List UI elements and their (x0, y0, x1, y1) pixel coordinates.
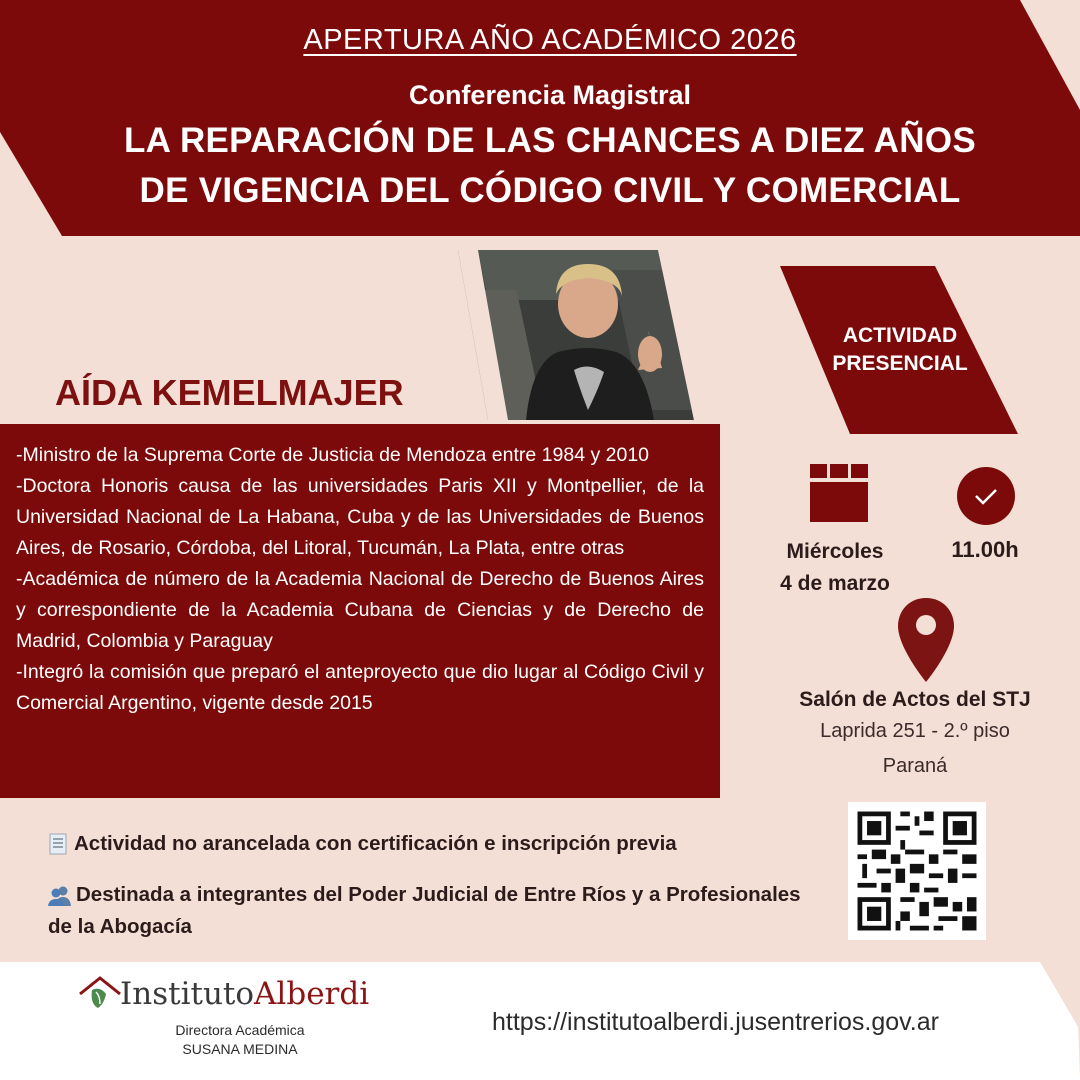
date-weekday: Miércoles (786, 540, 884, 563)
main-title-line2: DE VIGENCIA DEL CÓDIGO CIVIL Y COMERCIAL (139, 171, 961, 210)
check-circle-icon (956, 466, 1016, 526)
speaker-photo (458, 250, 694, 420)
bio-item: -Académica de número de la Academia Nacional de Derecho de Buenos Aires y correspondiente de la Academia Cubana de Ciencias y de Derecho de Madrid, Colombia y Paraguay (16, 568, 704, 652)
event-date (760, 536, 910, 600)
bio-item: -Doctora Honoris causa de las universidades Paris XII y Montpellier, de la Universidad Nacional de La Habana, Cuba y de las Universidades de Buenos Aires, de Rosario, Córdoba, del Litoral, Tucumán, La Plata, entre otras (16, 475, 704, 559)
activity-line2: PRESENCIAL (832, 352, 968, 375)
main-title-line1: LA REPARACIÓN DE LAS CHANCES A DIEZ AÑOS (123, 121, 977, 160)
director-name: SUSANA MEDINA (182, 1041, 298, 1057)
people-icon (48, 885, 72, 907)
institute-logo-text (120, 976, 369, 1012)
event-venue: Salón de Actos del STJ (799, 688, 1031, 711)
logo-part1: Instituto (120, 976, 255, 1012)
fee-note (48, 832, 808, 856)
conference-label: Conferencia Magistral (408, 80, 692, 110)
document-icon (48, 832, 70, 856)
event-address: Laprida 251 - 2.º piso (820, 720, 1010, 742)
activity-type (800, 322, 1000, 378)
activity-line1: ACTIVIDAD (842, 324, 958, 347)
audience-note-text: Destinada a integrantes del Poder Judicial de Entre Ríos y a Profesionales de la Abogacía (48, 883, 801, 938)
institute-logo-icon (76, 974, 124, 1014)
audience-note (48, 879, 808, 943)
fee-note-text: Actividad no arancelada con certificación e inscripción previa (74, 832, 677, 855)
bio-item: -Ministro de la Suprema Corte de Justicia de Mendoza entre 1984 y 2010 (16, 444, 650, 466)
event-time: 11.00h (951, 537, 1019, 562)
location-pin-icon (896, 596, 956, 686)
calendar-icon (808, 462, 870, 524)
speaker-name: AÍDA KEMELMAJER (55, 372, 404, 413)
event-city: Paraná (882, 755, 948, 777)
opening-title: APERTURA AÑO ACADÉMICO 2026 (303, 24, 797, 56)
logo-part2: Alberdi (254, 976, 370, 1012)
date-day: 4 de marzo (780, 572, 890, 595)
website-link[interactable]: https://institutoalberdi.jusentrerios.gov.ar (492, 1008, 939, 1036)
director-role: Directora Académica (175, 1022, 305, 1038)
bio-item: -Integró la comisión que preparó el anteproyecto que dio lugar al Código Civil y Comercial Argentino, vigente desde 2015 (16, 661, 704, 714)
main-title (40, 116, 1060, 216)
qr-code[interactable] (848, 802, 986, 940)
qr-code-pattern (848, 802, 986, 940)
speaker-bio (16, 440, 704, 719)
